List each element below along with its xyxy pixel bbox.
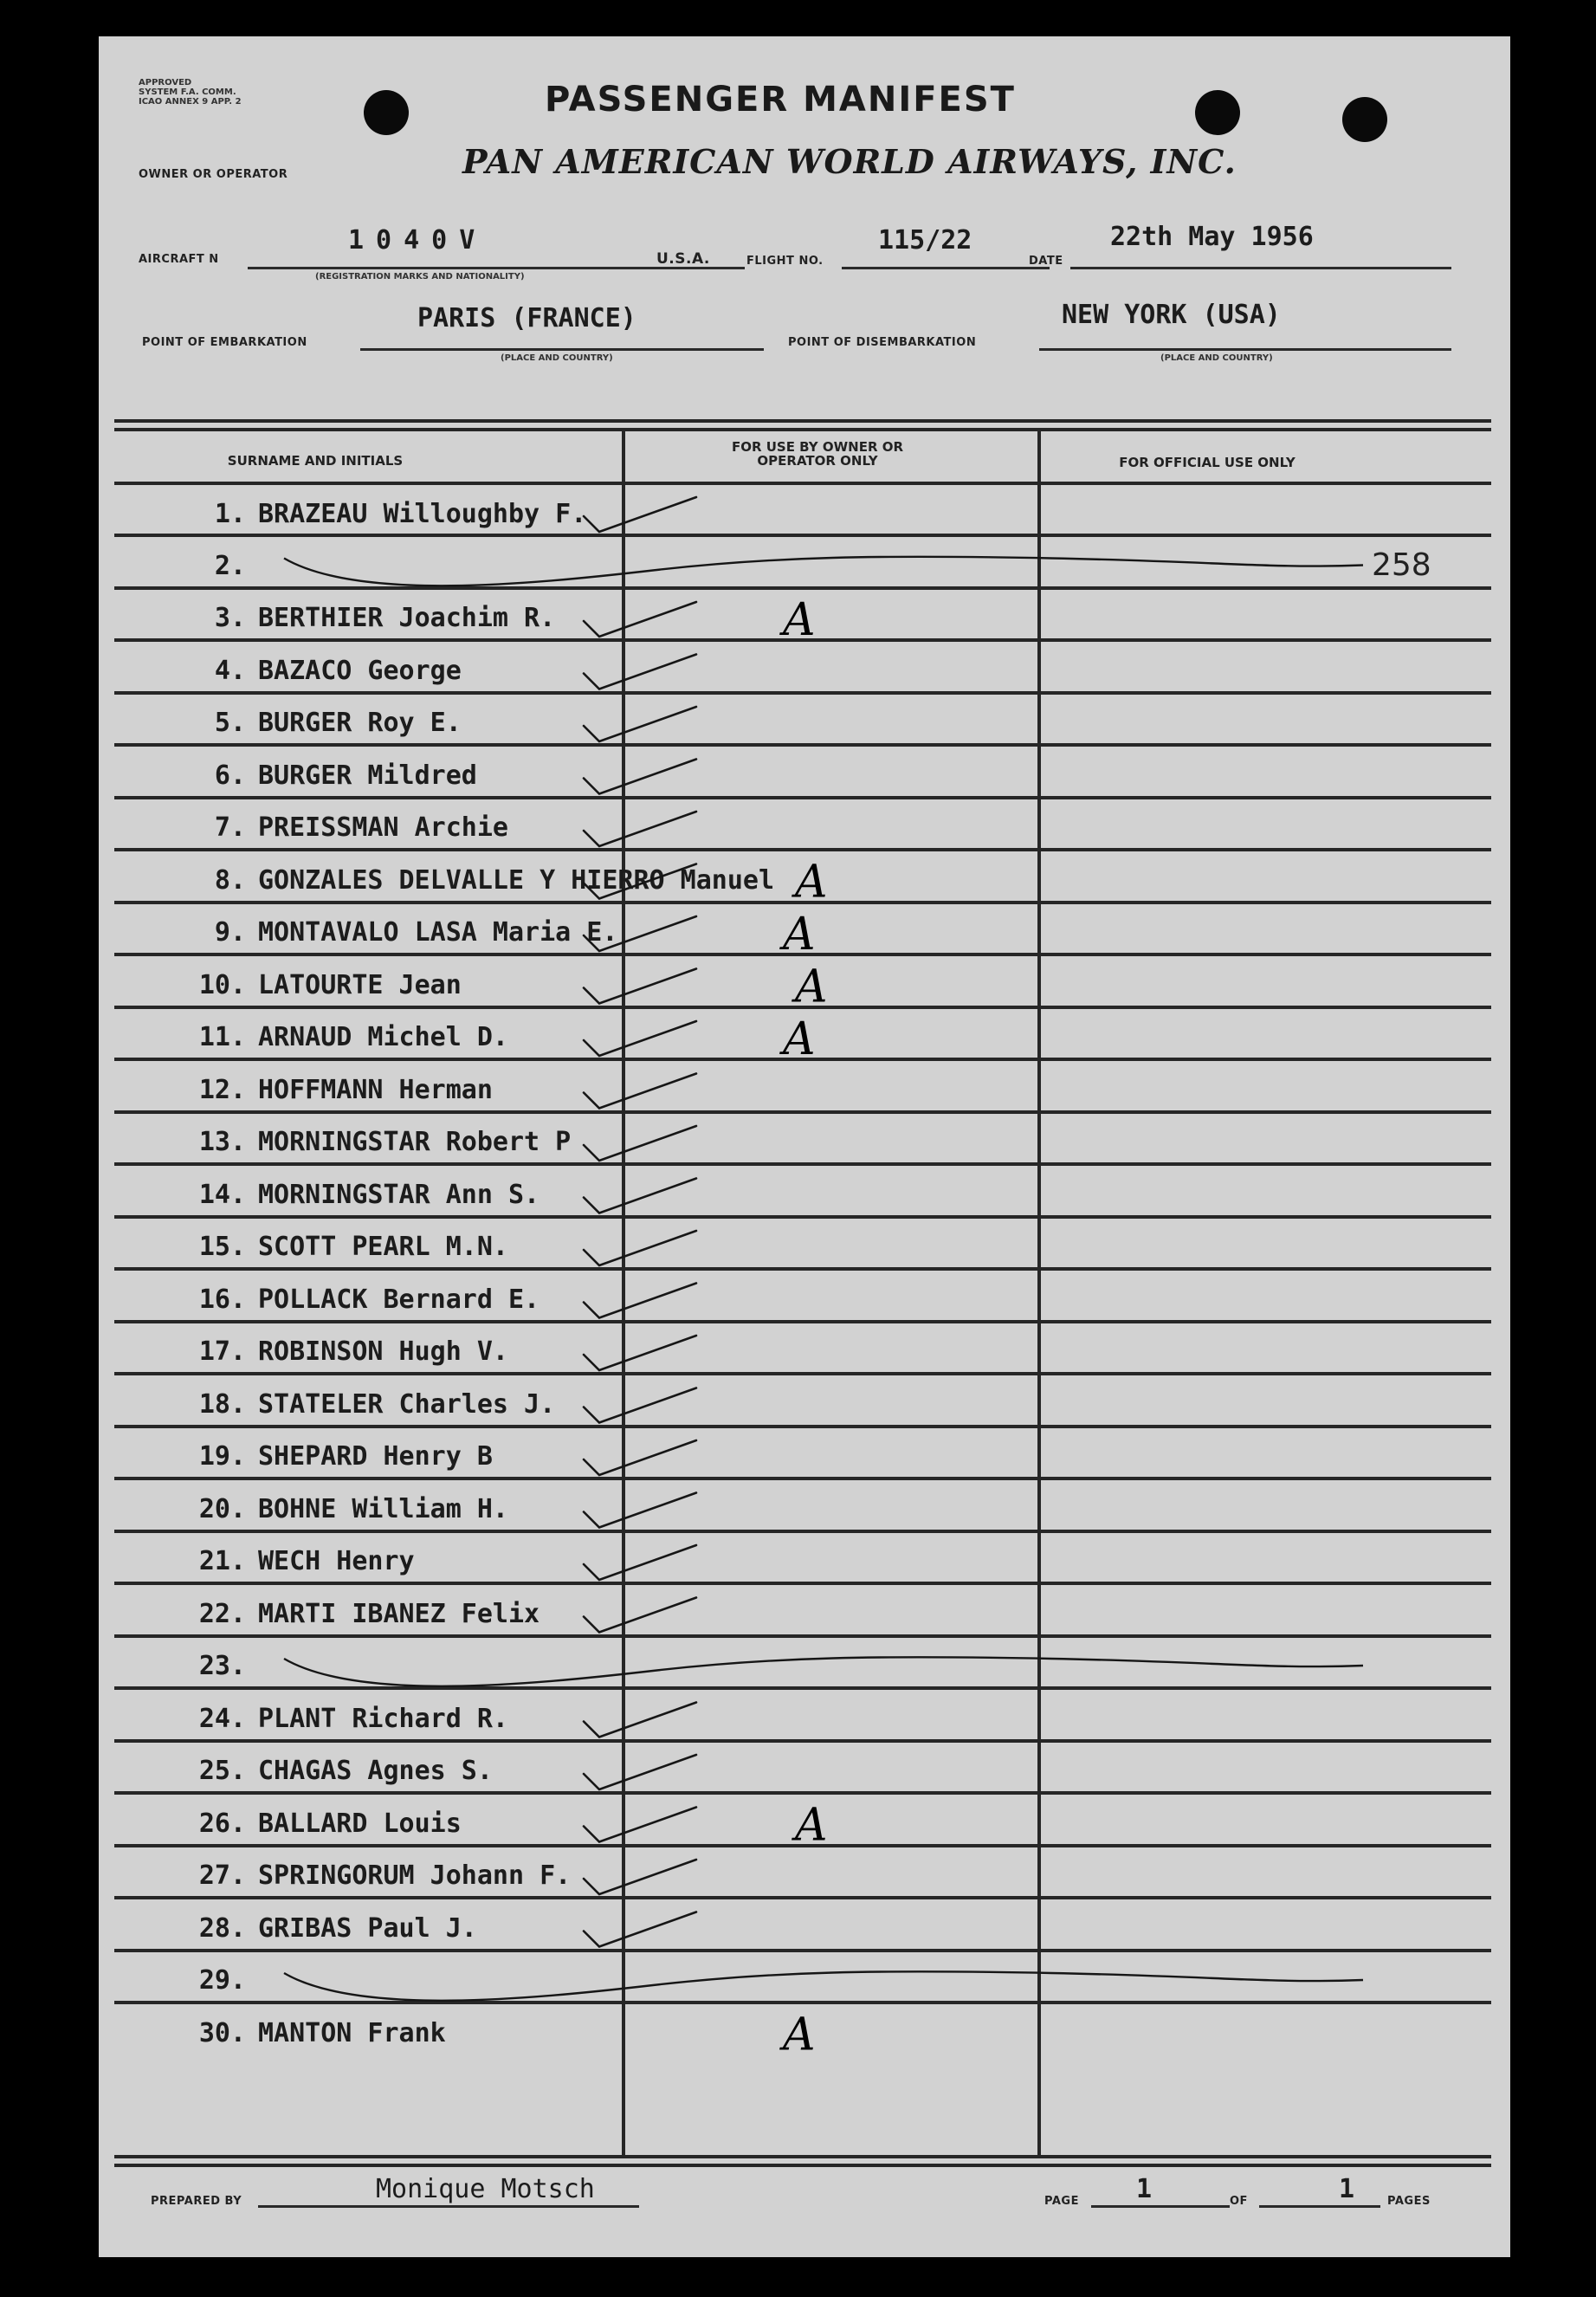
place-caption: (PLACE AND COUNTRY) [1160,353,1273,363]
row-number: 29. [198,1965,246,1996]
row-number: 1. [214,499,246,529]
passenger-name: BURGER Roy E. [258,708,462,738]
check-mark [584,1545,696,1580]
disembarkation-label: POINT OF DISEMBARKATION [788,336,977,349]
row-number: 26. [198,1808,246,1839]
passenger-name: SHEPARD Henry B [258,1441,493,1472]
row-number: 20. [198,1494,246,1524]
strike-line [284,1971,1363,2001]
row-number: 3. [214,603,246,633]
row-number: 6. [214,760,246,791]
check-mark [584,1074,696,1109]
row-number: 25. [198,1756,246,1786]
row-number: 15. [198,1232,246,1262]
check-mark [584,1388,696,1423]
official-note: 258 [1372,547,1431,583]
check-mark [584,1284,696,1318]
approval-line: SYSTEM F.A. COMM. [139,87,236,97]
passenger-name: BALLARD Louis [258,1808,462,1839]
check-mark [584,1703,696,1737]
check-mark [584,1860,696,1894]
row-number: 18. [198,1389,246,1420]
passenger-name: POLLACK Bernard E. [258,1284,540,1315]
check-mark [584,864,696,899]
manifest-page [99,36,1510,2257]
passenger-name: HOFFMANN Herman [258,1075,493,1105]
row-number: 23. [198,1651,246,1681]
row-number: 17. [198,1336,246,1367]
handwritten-letter: A [795,961,828,1013]
row-number: 7. [214,812,246,843]
check-mark [584,1336,696,1370]
passenger-name: LATOURTE Jean [258,970,462,1000]
approval-line: ICAO ANNEX 9 APP. 2 [139,97,242,107]
operator-name: PAN AMERICAN WORLD AIRWAYS, INC. [462,142,1237,181]
passenger-name: MORNINGSTAR Robert P [258,1127,572,1157]
passenger-name: BOHNE William H. [258,1494,508,1524]
flight-number: 115/22 [878,225,972,256]
passenger-name: GONZALES DELVALLE Y HIERRO Manuel [258,865,775,896]
check-mark [584,1755,696,1789]
flight-label: FLIGHT NO. [746,255,824,268]
check-mark [584,655,696,689]
check-mark [584,969,696,1004]
approval-line: APPROVED [139,78,192,87]
row-number: 10. [198,970,246,1000]
passenger-name: MORNINGSTAR Ann S. [258,1180,540,1210]
passenger-name: BERTHIER Joachim R. [258,603,556,633]
page-title: PASSENGER MANIFEST [545,80,1016,120]
passenger-name: PREISSMAN Archie [258,812,508,843]
country-label: U.S.A. [656,250,710,268]
handwritten-letter: A [783,909,816,961]
prepared-by-name: Monique Motsch [376,2174,595,2204]
check-mark [584,602,696,637]
check-mark [584,1493,696,1528]
check-mark [584,707,696,741]
passenger-name: WECH Henry [258,1546,415,1576]
flight-date: 22th May 1956 [1110,222,1314,252]
column-header-official-use: FOR OFFICIAL USE ONLY [1119,455,1296,470]
passenger-name: MONTAVALO LASA Maria E. [258,917,618,948]
owner-label: OWNER OR OPERATOR [139,168,288,181]
row-number: 8. [214,865,246,896]
place-caption: (PLACE AND COUNTRY) [501,353,613,363]
passenger-name: GRIBAS Paul J. [258,1913,477,1944]
handwritten-marks [99,36,1510,2257]
passenger-name: CHAGAS Agnes S. [258,1756,493,1786]
passenger-name: SCOTT PEARL M.N. [258,1232,508,1262]
prepared-by-label: PREPARED BY [151,2195,242,2208]
pages-label: PAGES [1387,2195,1431,2208]
of-label: OF [1230,2195,1248,2208]
page-label: PAGE [1044,2195,1079,2208]
passenger-name: MARTI IBANEZ Felix [258,1599,540,1629]
check-mark [584,1126,696,1161]
row-number: 11. [198,1022,246,1052]
row-number: 28. [198,1913,246,1944]
passenger-name: STATELER Charles J. [258,1389,556,1420]
page-number: 1 [1136,2174,1153,2204]
check-mark [584,1021,696,1056]
row-number: 16. [198,1284,246,1315]
passenger-name: ARNAUD Michel D. [258,1022,508,1052]
registration-caption: (REGISTRATION MARKS AND NATIONALITY) [315,272,525,281]
row-number: 5. [214,708,246,738]
passenger-name: MANTON Frank [258,2018,446,2048]
total-pages: 1 [1339,2174,1355,2204]
row-number: 13. [198,1127,246,1157]
row-number: 30. [198,2018,246,2048]
column-header-owner-use: FOR USE BY OWNER OR OPERATOR ONLY [731,439,904,469]
row-number: 22. [198,1599,246,1629]
aircraft-registration: 1040V [348,225,488,256]
row-number: 12. [198,1075,246,1105]
check-mark [584,1808,696,1842]
pages-line [1259,2205,1380,2208]
handwritten-letter: A [783,2009,816,2061]
check-mark [584,497,696,532]
row-number: 19. [198,1441,246,1472]
check-mark [584,760,696,794]
prepared-by-line [258,2205,639,2208]
handwritten-letter: A [783,594,816,646]
row-number: 4. [214,656,246,686]
check-mark [584,1912,696,1947]
check-mark [584,1179,696,1213]
passenger-name: SPRINGORUM Johann F. [258,1860,572,1891]
handwritten-letter: A [795,856,828,909]
check-mark [584,1598,696,1633]
passenger-name: BRAZEAU Willoughby F. [258,499,587,529]
passenger-name: BAZACO George [258,656,462,686]
row-number: 9. [214,917,246,948]
check-mark [584,1440,696,1475]
strike-line [284,1657,1363,1686]
check-mark [584,812,696,846]
row-number: 2. [214,551,246,581]
handwritten-letter: A [795,1799,828,1852]
strike-line [284,557,1363,586]
column-header-surname: SURNAME AND INITIALS [227,453,404,469]
date-label: DATE [1029,255,1063,268]
passenger-name: BURGER Mildred [258,760,477,791]
check-mark [584,1231,696,1265]
page-line [1091,2205,1230,2208]
embarkation-label: POINT OF EMBARKATION [142,336,307,349]
check-mark [584,916,696,951]
passenger-name: ROBINSON Hugh V. [258,1336,508,1367]
aircraft-label: AIRCRAFT N [139,253,219,266]
row-number: 27. [198,1860,246,1891]
passenger-name: PLANT Richard R. [258,1704,508,1734]
disembarkation-place: NEW YORK (USA) [1062,300,1281,330]
row-number: 21. [198,1546,246,1576]
handwritten-letter: A [783,1013,816,1065]
embarkation-place: PARIS (FRANCE) [417,303,636,333]
row-number: 24. [198,1704,246,1734]
row-number: 14. [198,1180,246,1210]
